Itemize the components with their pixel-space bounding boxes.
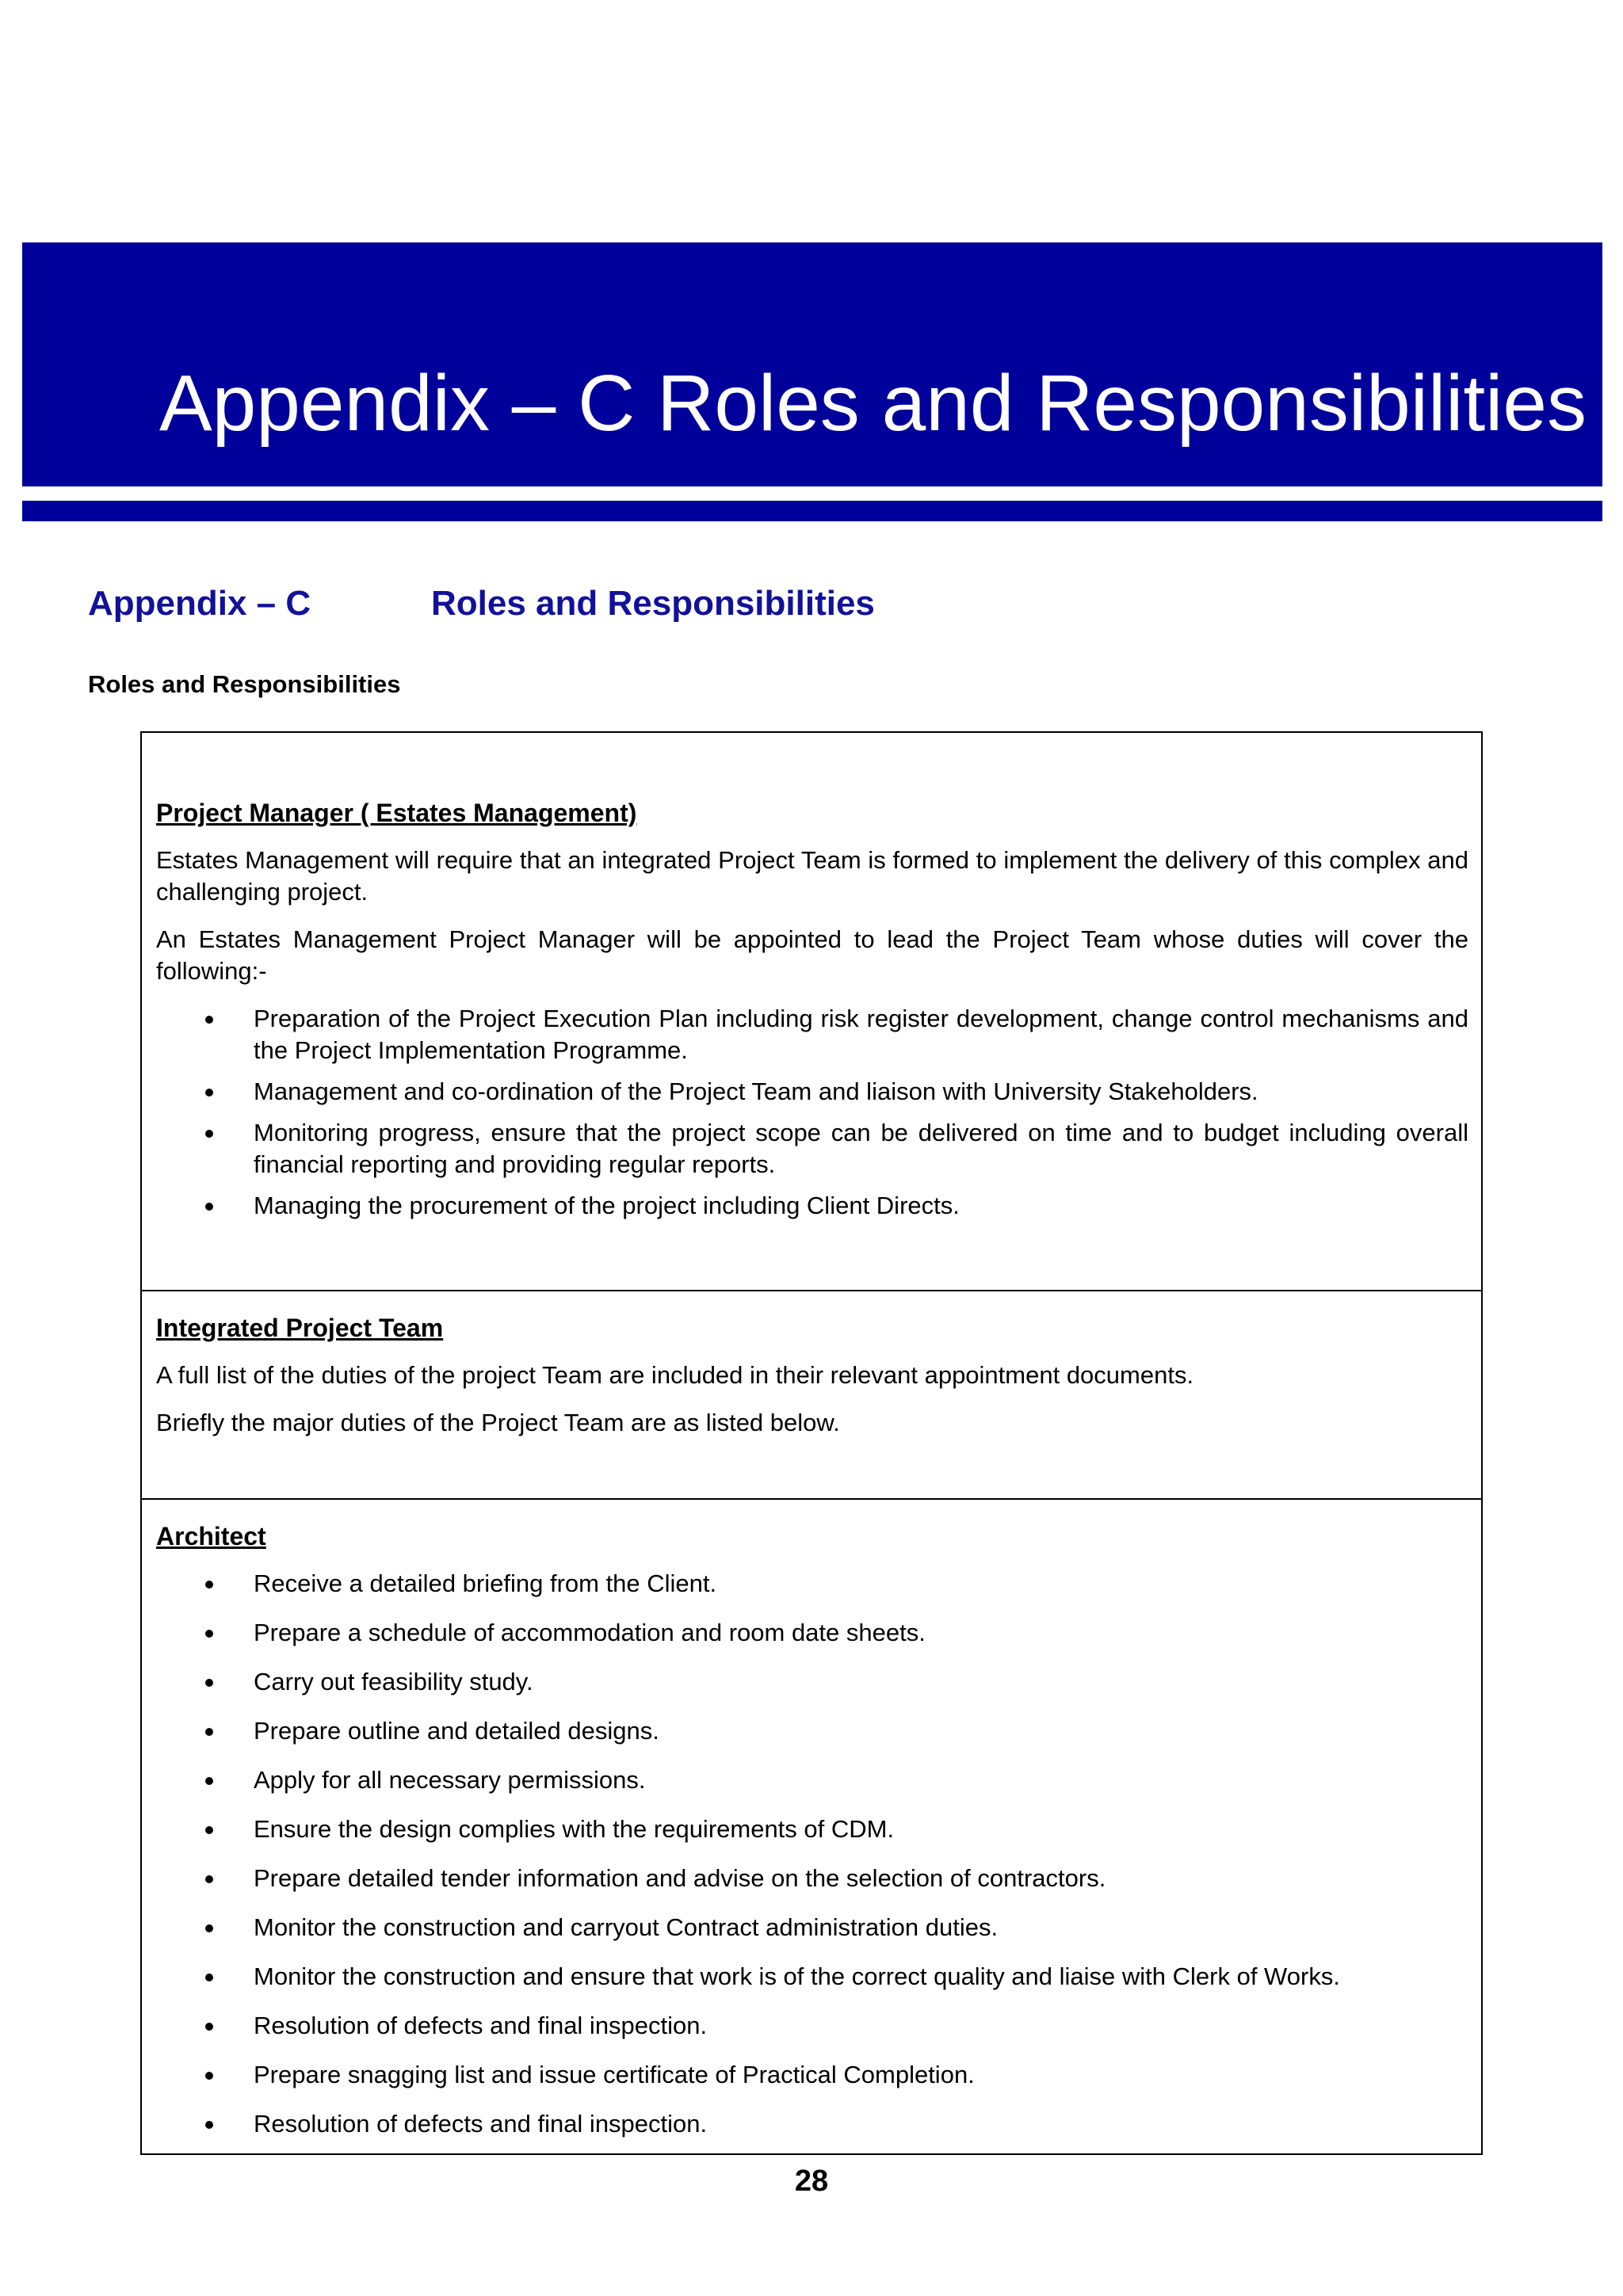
list-item: [156, 1961, 1468, 1993]
chapter-banner: [22, 242, 1602, 486]
section-heading-number: Appendix – C: [88, 584, 311, 623]
list-item-text: Apply for all necessary permissions.: [254, 1766, 646, 1794]
list-item: [156, 1715, 1468, 1747]
bullet-icon: [205, 1203, 213, 1211]
list-item-text: Resolution of defects and final inspection.: [254, 2012, 708, 2039]
list-item: [156, 1666, 1468, 1698]
list-item-text: Ensure the design complies with the requirements of CDM.: [254, 1815, 895, 1843]
list-item-text: Monitor the construction and carryout Contract administration duties.: [254, 1913, 999, 1941]
project-manager-duties-list: [156, 1003, 1468, 1222]
list-item-text: Monitoring progress, ensure that the project scope can be delivered on time and to budget including overall financial reporting and providing regular reports.: [254, 1119, 1468, 1178]
bullet-icon: [205, 2072, 213, 2080]
project-manager-cell: [142, 733, 1481, 1290]
list-item-text: Prepare snagging list and issue certificate of Practical Completion.: [254, 2061, 975, 2088]
list-item: [156, 1764, 1468, 1796]
banner-rule: [22, 501, 1602, 521]
project-manager-title: Project Manager ( Estates Management): [156, 799, 637, 827]
page-number: 28: [794, 2164, 829, 2198]
paragraph: Briefly the major duties of the Project Team are as listed below.: [156, 1409, 840, 1436]
paragraph: An Estates Management Project Manager will be appointed to lead the Project Team whose duties will cover the following:-: [156, 925, 1468, 985]
list-item: [156, 2108, 1468, 2140]
list-item: [156, 2010, 1468, 2042]
paragraph: Estates Management will require that an integrated Project Team is formed to implement the delivery of this complex and challenging project.: [156, 846, 1468, 906]
roles-table: [140, 731, 1483, 2155]
integrated-team-title: Integrated Project Team: [156, 1314, 444, 1342]
bullet-icon: [205, 1826, 213, 1834]
list-item: [156, 1076, 1468, 1108]
list-item: [156, 1568, 1468, 1600]
bullet-icon: [205, 1777, 213, 1785]
architect-cell: [142, 1498, 1481, 2155]
bullet-icon: [205, 1728, 213, 1736]
list-item-text: Resolution of defects and final inspection.: [254, 2110, 708, 2138]
subheading: Roles and Responsibilities: [88, 670, 401, 698]
bullet-icon: [205, 1089, 213, 1097]
list-item-text: Carry out feasibility study.: [254, 1668, 533, 1695]
architect-duties-list: [156, 1568, 1468, 2140]
list-item: [156, 2059, 1468, 2091]
list-item-text: Monitor the construction and ensure that work is of the correct quality and liaise with Clerk of Works.: [254, 1962, 1340, 1990]
bullet-icon: [205, 1016, 213, 1024]
list-item-text: Managing the procurement of the project including Client Directs.: [254, 1192, 960, 1219]
list-item-text: Prepare detailed tender information and advise on the selection of contractors.: [254, 1864, 1106, 1892]
bullet-icon: [205, 1581, 213, 1589]
list-item-text: Prepare a schedule of accommodation and room date sheets.: [254, 1619, 926, 1646]
bullet-icon: [205, 2023, 213, 2031]
list-item: [156, 1912, 1468, 1943]
section-heading-title: Roles and Responsibilities: [431, 584, 875, 623]
list-item: [156, 1117, 1468, 1180]
banner-title: Appendix – C Roles and Responsibilities: [158, 359, 1587, 448]
list-item-text: Management and co-ordination of the Project Team and liaison with University Stakeholders.: [254, 1077, 1258, 1105]
bullet-icon: [205, 1679, 213, 1687]
bullet-icon: [205, 1875, 213, 1883]
list-item-text: Prepare outline and detailed designs.: [254, 1717, 659, 1745]
list-item: [156, 1814, 1468, 1845]
bullet-icon: [205, 1130, 213, 1138]
architect-title: Architect: [156, 1522, 266, 1550]
paragraph: A full list of the duties of the project Team are included in their relevant appointment documents.: [156, 1361, 1194, 1389]
list-item: [156, 1863, 1468, 1894]
bullet-icon: [205, 1924, 213, 1932]
list-item: [156, 1617, 1468, 1649]
integrated-team-cell: [142, 1290, 1481, 1498]
list-item-text: Receive a detailed briefing from the Client.: [254, 1569, 717, 1597]
list-item: [156, 1190, 1468, 1222]
list-item-text: Preparation of the Project Execution Plan including risk register development, change control mechanisms and the Project Implementation Programme.: [254, 1005, 1468, 1064]
bullet-icon: [205, 1974, 213, 1981]
bullet-icon: [205, 1630, 213, 1638]
bullet-icon: [205, 2121, 213, 2129]
list-item: [156, 1003, 1468, 1066]
